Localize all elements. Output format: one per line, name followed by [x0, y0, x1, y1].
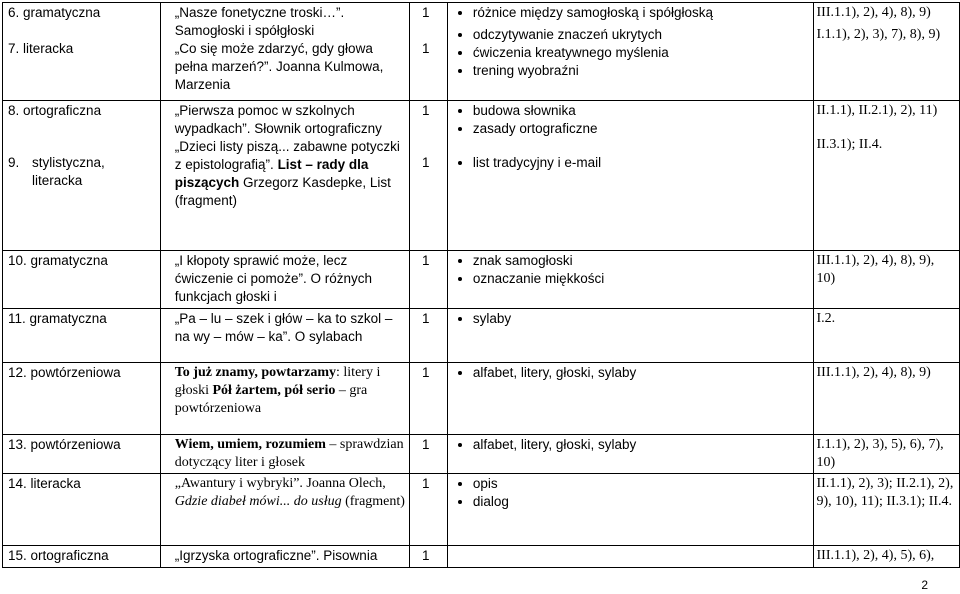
lesson-title-cell: „Pierwsza pomoc w szkolnych wypadkach”. Słownik ortograficzny „Dzieci listy piszą... zabawne potyczki z epistolografią”. List – rady dla piszących Grzegorz Kasdepke, List (fragment): [160, 101, 409, 251]
table-row: [3, 435, 960, 474]
table-row: [3, 363, 960, 435]
hours-cell: 1: [409, 474, 447, 546]
lesson-type-cell: 10. gramatyczna: [3, 251, 161, 309]
table-row: [3, 309, 960, 363]
list-item: • znak samogłoski: [473, 252, 810, 270]
skills-cell: [447, 546, 813, 568]
lesson-type-cell: 14. literacka: [3, 474, 161, 546]
lesson-type-cell: 15. ortograficzna: [3, 546, 161, 568]
hours-cell: 1 1: [409, 101, 447, 251]
lesson-type-cell: 13. powtórzeniowa: [3, 435, 161, 474]
requirements-cell: III.1.1), 2), 4), 8), 9) I.1.1), 2), 3), 7), 8), 9): [813, 3, 960, 101]
requirements-cell: I.1.1), 2), 3), 5), 6), 7), 10): [813, 435, 960, 474]
lesson-type-cell: 6. gramatyczna 7. literacka: [3, 3, 161, 101]
lesson-title-cell: „I kłopoty sprawić może, lecz ćwiczenie ci pomoże”. O różnych funkcjach głoski i: [160, 251, 409, 309]
skills-cell: [447, 309, 813, 363]
hours-cell: 1 1: [409, 3, 447, 101]
table-row: [3, 251, 960, 309]
requirements-cell: III.1.1), 2), 4), 8), 9): [813, 363, 960, 435]
list-item: • oznaczanie miękkości: [473, 270, 810, 288]
skills-cell: [447, 3, 813, 101]
list-item: • alfabet, litery, głoski, sylaby: [473, 364, 810, 382]
lesson-type-cell: 8. ortograficzna 9. stylistyczna, literacka: [3, 101, 161, 251]
table-row: [3, 474, 960, 546]
list-item: • sylaby: [473, 310, 810, 328]
lesson-title-cell: Wiem, umiem, rozumiem – sprawdzian dotyczący liter i głosek: [160, 435, 409, 474]
hours-cell: 1: [409, 363, 447, 435]
list-item: • opis: [473, 475, 810, 493]
list-item: • alfabet, litery, głoski, sylaby: [473, 436, 810, 454]
hours-cell: 1: [409, 435, 447, 474]
table-row: [3, 101, 960, 251]
lesson-title-cell: „Pa – lu – szek i głów – ka to szkol – na wy – mów – ka”. O sylabach: [160, 309, 409, 363]
lesson-type-cell: 11. gramatyczna: [3, 309, 161, 363]
hours-cell: 1: [409, 251, 447, 309]
lesson-plan-table: [2, 2, 960, 568]
list-item: • list tradycyjny i e-mail: [473, 154, 810, 172]
hours-cell: 1: [409, 309, 447, 363]
requirements-cell: I.2.: [813, 309, 960, 363]
requirements-cell: II.1.1), 2), 3); II.2.1), 2), 9), 10), 11); II.3.1); II.4.: [813, 474, 960, 546]
table-row: [3, 546, 960, 568]
list-item: • dialog: [473, 493, 810, 511]
requirements-cell: II.1.1), II.2.1), 2), 11) II.3.1); II.4.: [813, 101, 960, 251]
list-item: • trening wyobraźni: [473, 62, 810, 80]
list-item: • odczytywanie znaczeń ukrytych: [473, 26, 810, 44]
requirements-cell: III.1.1), 2), 4), 8), 9), 10): [813, 251, 960, 309]
lesson-title-cell: To już znamy, powtarzamy: litery i głoski Pół żartem, pół serio – gra powtórzeniowa: [160, 363, 409, 435]
requirements-cell: III.1.1), 2), 4), 5), 6),: [813, 546, 960, 568]
lesson-title-cell: „Nasze fonetyczne troski…”. Samogłoski i spółgłoski „Co się może zdarzyć, gdy głowa pełna marzeń?”. Joanna Kulmowa, Marzenia: [160, 3, 409, 101]
lesson-title-cell: „Igrzyska ortograficzne”. Pisownia: [160, 546, 409, 568]
list-item: • różnice między samogłoską i spółgłoską: [473, 4, 810, 22]
skills-cell: [447, 363, 813, 435]
skills-cell: [447, 435, 813, 474]
list-item: • budowa słownika: [473, 102, 810, 120]
lesson-title-cell: „Awantury i wybryki”. Joanna Olech, Gdzie diabeł mówi... do usług (fragment): [160, 474, 409, 546]
hours-cell: 1: [409, 546, 447, 568]
skills-cell: [447, 251, 813, 309]
lesson-type-cell: 12. powtórzeniowa: [3, 363, 161, 435]
page-number: 2: [921, 578, 928, 592]
skills-cell: [447, 474, 813, 546]
table-row: [3, 3, 960, 101]
list-item: • zasady ortograficzne: [473, 120, 810, 138]
skills-cell: [447, 101, 813, 251]
list-item: • ćwiczenia kreatywnego myślenia: [473, 44, 810, 62]
